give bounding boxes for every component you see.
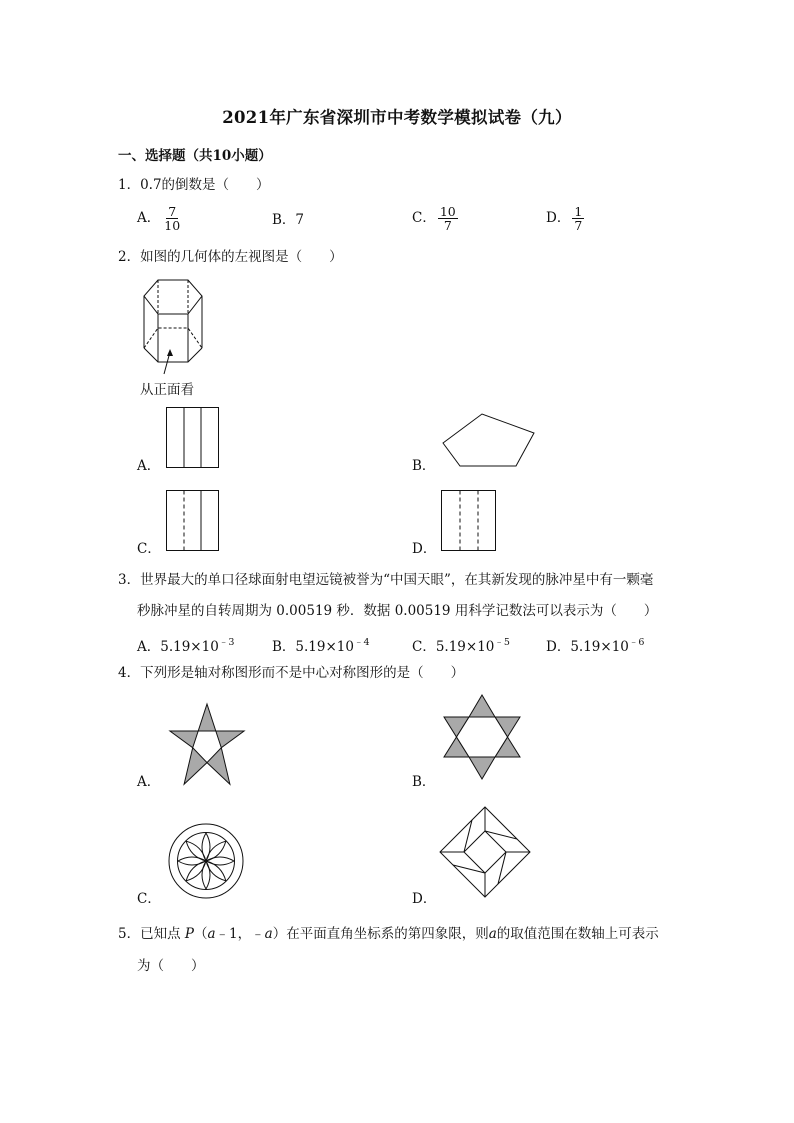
q3-option-b-base: B．5.19×10 [272, 639, 354, 655]
q1-option-d-label: D． [546, 210, 571, 226]
q3-option-a[interactable] [137, 634, 234, 656]
page-title: 2021年广东省深圳市中考数学模拟试卷（九） [222, 108, 572, 127]
q3-option-c[interactable] [412, 634, 510, 656]
q3-option-d[interactable] [546, 634, 644, 656]
q4-option-c-rosette-figure [167, 822, 245, 900]
q3-option-c-exponent: ﹣5 [494, 637, 510, 648]
q5-text-3: ﹣1，﹣ [215, 926, 265, 942]
fraction-numerator: 1 [574, 204, 583, 219]
section-heading: 一、选择题（共10小题） [118, 148, 272, 164]
fraction-denominator: 10 [164, 218, 181, 233]
q5-text-2: （ [193, 926, 208, 942]
q5-variable-a-2: a [264, 926, 273, 942]
q2-option-c[interactable]: C． [137, 541, 161, 557]
question-3-line-2: 秒脉冲星的自转周期为 0.00519 秒．数据 0.00519 用科学记数法可以表示为（ ） [137, 603, 658, 619]
fraction-denominator: 7 [574, 218, 583, 233]
question-5-line-1 [118, 925, 659, 943]
q3-option-d-base: D．5.19×10 [546, 639, 629, 655]
q3-option-a-base: A．5.19×10 [137, 639, 219, 655]
q2-option-a[interactable]: A． [137, 458, 161, 474]
q1-option-c-label: C． [412, 210, 436, 226]
question-1-stem: 1．0.7的倒数是（ ） [118, 177, 270, 193]
q4-option-d[interactable]: D． [412, 891, 437, 907]
q3-option-b[interactable] [272, 634, 370, 656]
q1-option-a-fraction [162, 205, 182, 232]
q5-text-4: ）在平面直角坐标系的第四象限，则 [272, 926, 489, 942]
q1-option-c-fraction [438, 205, 458, 232]
q4-option-c[interactable]: C． [137, 891, 161, 907]
question-2-stem: 2．如图的几何体的左视图是（ ） [118, 249, 343, 265]
q4-option-d-pinwheel-figure [438, 805, 532, 899]
fraction-numerator: 10 [439, 204, 456, 219]
q3-option-b-exponent: ﹣4 [353, 637, 370, 648]
q1-option-d[interactable] [546, 205, 584, 232]
q1-option-a-label: A． [137, 210, 161, 226]
q5-variable-a-3: a [488, 926, 497, 942]
q4-option-b[interactable]: B． [412, 774, 436, 790]
q1-option-a[interactable] [137, 205, 182, 232]
q2-option-d-figure [441, 490, 497, 552]
fraction-numerator: 7 [168, 204, 177, 219]
q2-option-a-figure [166, 407, 220, 469]
q1-option-c[interactable] [412, 205, 458, 232]
q5-text-1: 5．已知点 [118, 926, 185, 942]
question-5-line-2: 为（ ） [137, 958, 205, 974]
q4-option-b-hexagram-figure [442, 693, 522, 781]
q3-option-a-exponent: ﹣3 [218, 637, 235, 648]
hexagonal-prism-figure [138, 276, 208, 371]
q3-option-c-base: C．5.19×10 [412, 639, 495, 655]
q2-option-d[interactable]: D． [412, 541, 437, 557]
q5-point-p: P [184, 926, 194, 942]
question-4-stem: 4．下列形是轴对称图形而不是中心对称图形的是（ ） [118, 665, 465, 681]
q5-variable-a-1: a [207, 926, 216, 942]
q4-option-a-star-figure [164, 703, 250, 785]
fraction-denominator: 7 [443, 218, 452, 233]
q2-option-c-figure [166, 490, 220, 552]
q2-option-b-figure [440, 413, 536, 469]
q1-option-d-fraction [572, 205, 584, 232]
q2-option-b[interactable]: B． [412, 458, 436, 474]
q5-text-5: 的取值范围在数轴上可表示 [496, 926, 659, 942]
q1-option-b[interactable]: B．7 [272, 212, 305, 228]
figure-caption: 从正面看 [140, 382, 194, 398]
question-3-line-1: 3．世界最大的单口径球面射电望远镜被誉为“中国天眼”，在其新发现的脉冲星中有一颗毫 [118, 572, 654, 588]
q4-option-a[interactable]: A． [137, 774, 161, 790]
q3-option-d-exponent: ﹣6 [628, 637, 645, 648]
